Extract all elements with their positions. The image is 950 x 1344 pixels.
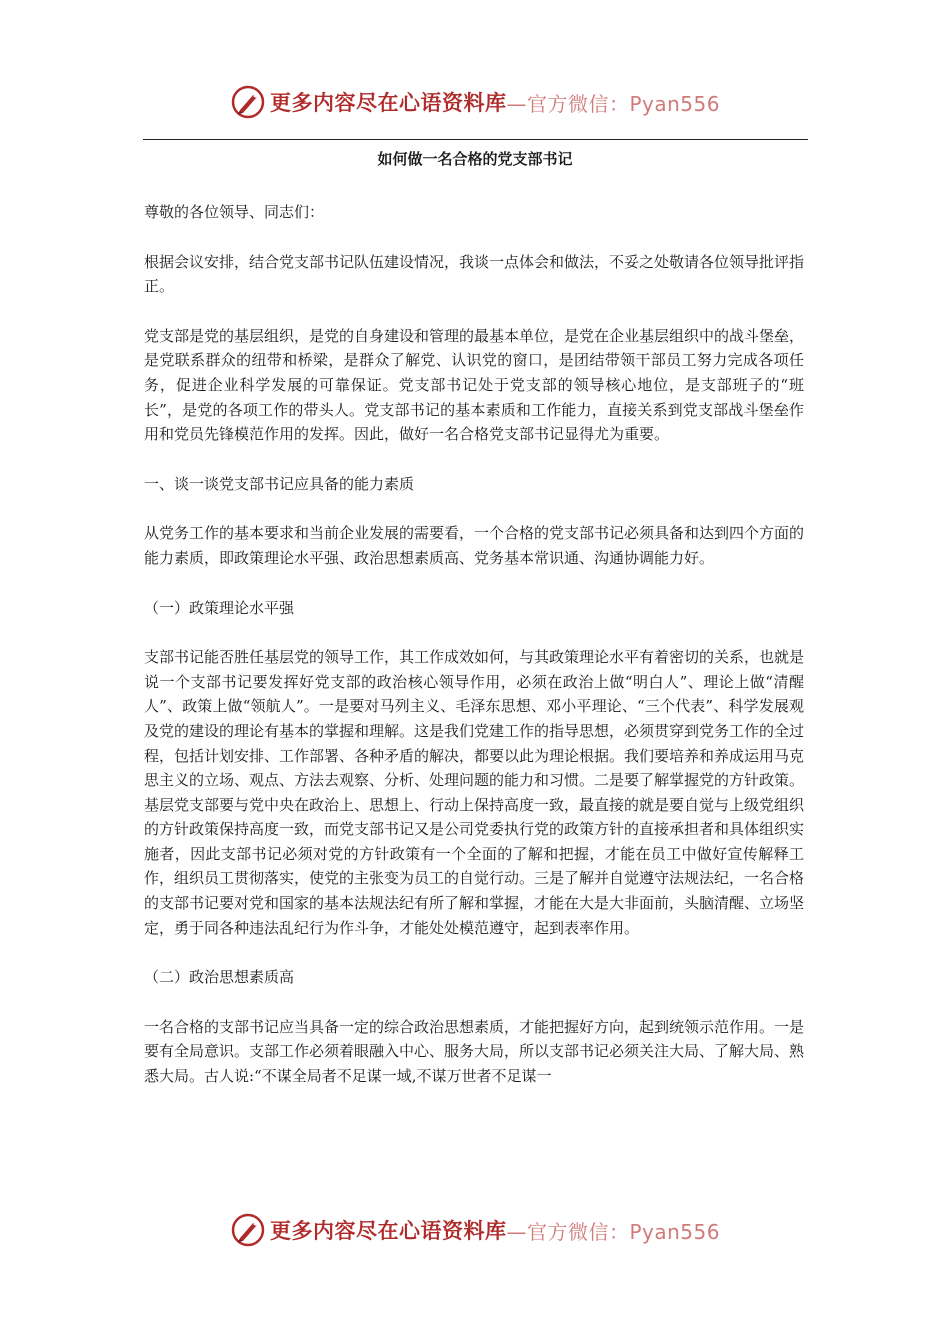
body-paragraph: 一名合格的支部书记应当具备一定的综合政治思想素质，才能把握好方向，起到统领示范作用。一是要有全局意识。支部工作必须着眼融入中心、服务大局，所以支部书记必须关注大局、了解大局、熟悉大局。古人说:“不谋全局者不足谋一域,不谋万世者不足谋一 [144,1017,805,1086]
body-paragraph: 从党务工作的基本要求和当前企业发展的需要看，一个合格的党支部书记必须具备和达到四个方面的能力素质，即政策理论水平强、政治思想素质高、党务基本常识通、沟通协调能力好。 [144,524,805,567]
pen-logo-icon [230,84,266,120]
subsection-heading: （二）政治思想素质高 [144,968,295,987]
body-paragraph: 支部书记能否胜任基层党的领导工作，其工作成效如何，与其政策理论水平有着密切的关系，也就是说一个支部书记要发挥好党支部的政治核心领导作用，必须在政治上做“明白人”、理论上做“清醒人”、政策上做“领航人”。一是要对马列主义、毛泽东思想、邓小平理论、“三个代表”、科学发展观及党的建设的理论有基本的掌握和理解。这是我们党建工作的指导思想，必须贯穿到党务工作的全过程，包括计划安排、工作部署、各种矛盾的解决，都要以此为理论根据。我们要培养和养成运用马克思主义的立场、观点、方法去观察、分析、处理问题的能力和习惯。二是要了解掌握党的方针政策。基层党支部要与党中央在政治上、思想上、行动上保持高度一致，最直接的就是要自觉与上级党组织的方针政策保持高度一致，而党支部书记又是公司党委执行党的政策方针的直接承担者和具体组织实施者，因此支部书记必须对党的方针政策有一个全面的了解和把握，才能在员工中做好宣传解释工作，组织员工贯彻落实，使党的主张变为员工的自觉行动。三是了解并自觉遵守法规法纪，一名合格的支部书记要对党和国家的基本法规法纪有所了解和掌握，才能在大是大非面前，头脑清醒、立场坚定，勇于同各种违法乱纪行为作斗争，才能处处模范遵守，起到表率作用。 [144,648,805,937]
banner-wechat-text: —官方微信：Pyan556 [506,1219,720,1244]
body-paragraph: 党支部是党的基层组织，是党的自身建设和管理的最基本单位，是党在企业基层组织中的战斗堡垒，是党联系群众的纽带和桥梁，是群众了解党、认识党的窗口，是团结带领干部员工努力完成各项任务，促进企业科学发展的可靠保证。党支部书记处于党支部的领导核心地位，是支部班子的“班长”，是党的各项工作的带头人。党支部书记的基本素质和工作能力，直接关系到党支部战斗堡垒作用和党员先锋模范作用的发挥。因此，做好一名合格党支部书记显得尤为重要。 [144,326,805,444]
subsection-heading: （一）政策理论水平强 [144,598,295,617]
document-body [144,200,804,1114]
intro-paragraph: 根据会议安排，结合党支部书记队伍建设情况，我谈一点体会和做法，不妥之处敬请各位领导批评指正。 [144,252,805,296]
pen-logo-icon [230,1212,266,1248]
header-watermark-banner [0,80,950,124]
banner-main-text: 更多内容尽在心语资料库 [269,1218,507,1243]
salutation: 尊敬的各位领导、同志们： [144,203,325,221]
footer-watermark-banner [0,1208,950,1252]
header-divider [143,139,808,140]
banner-wechat-text: —官方微信：Pyan556 [506,91,720,116]
section-heading: 一、谈一谈党支部书记应具备的能力素质 [144,474,415,493]
banner-main-text: 更多内容尽在心语资料库 [269,90,507,115]
document-title: 如何做一名合格的党支部书记 [377,150,573,168]
